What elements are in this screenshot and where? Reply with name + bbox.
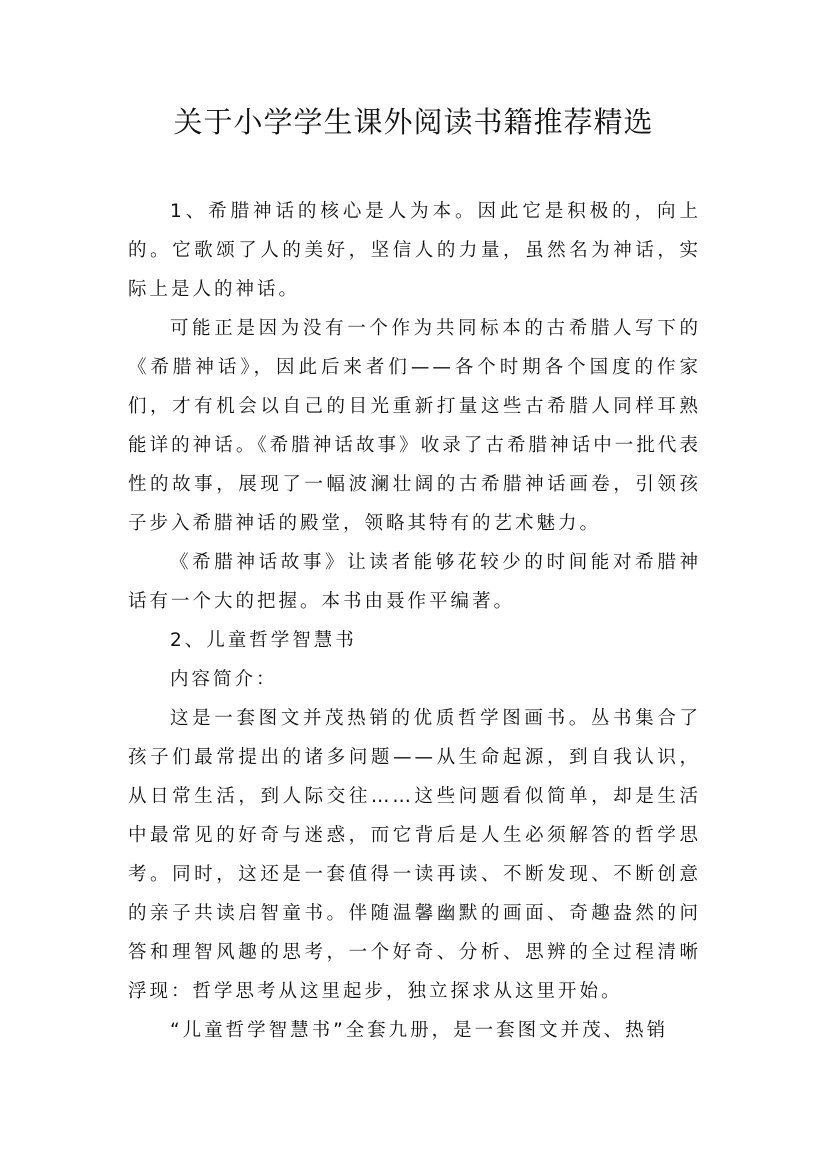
paragraph-greek-myth-book: 《希腊神话故事》让读者能够花较少的时间能对希腊神话有一个大的把握。本书由聂作平编著。 xyxy=(128,552,701,612)
paragraph-philosophy-book-summary: 这是一套图文并茂热销的优质哲学图画书。丛书集合了孩子们最常提出的诸多问题——从生命起源，到自我认识，从日常生活，到人际交往……这些问题看似简单，却是生活中最常见的好奇与迷惑，而它背后是人生必须解答的哲学思考。同时，这还是一套值得一读再读、不断发现、不断创意的亲子共读启智童书。伴随温馨幽默的画面、奇趣盎然的问答和理智风趣的思考，一个好奇、分析、思辨的全过程清晰浮现：哲学思考从这里起步，独立探求从这里开始。 xyxy=(128,708,701,1002)
summary-label: 内容简介： xyxy=(170,669,278,690)
paragraph-greek-myth-intro: 1、希腊神话的核心是人为本。因此它是积极的，向上的。它歌颂了人的美好，坚信人的力量，虽然名为神话，实际上是人的神话。 xyxy=(128,201,701,300)
section-heading-children-philosophy: 2、儿童哲学智慧书 xyxy=(170,630,357,651)
paragraph-greek-myth-history: 可能正是因为没有一个作为共同标本的古希腊人写下的《希腊神话》，因此后来者们——各个时期各个国度的作家们，才有机会以自己的目光重新打量这些古希腊人同样耳熟能详的神话。《希腊神话故事》收录了古希腊神话中一批代表性的故事，展现了一幅波澜壮阔的古希腊神话画卷，引领孩子步入希腊神话的殿堂，领略其特有的艺术魅力。 xyxy=(128,318,701,534)
paragraph-philosophy-book-series: “儿童哲学智慧书”全套九册，是一套图文并茂、热销 xyxy=(170,1020,669,1041)
document-body xyxy=(128,192,701,1050)
document-title: 关于小学学生课外阅读书籍推荐精选 xyxy=(173,105,654,139)
